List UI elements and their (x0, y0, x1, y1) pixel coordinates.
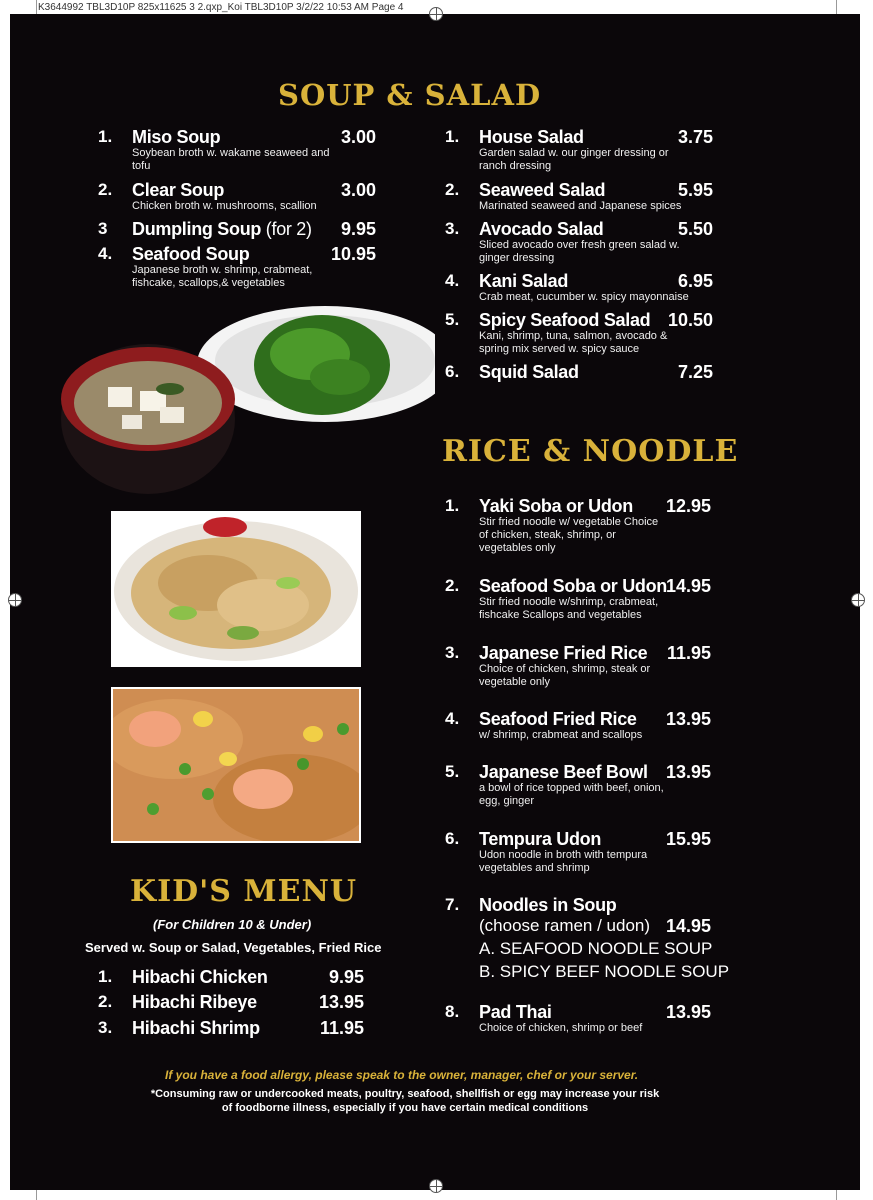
item-description: Choice of chicken, shrimp, steak or vegetable only (479, 663, 651, 688)
item-number: 4. (98, 244, 113, 263)
item-name: Noodles in Soup (479, 895, 617, 915)
kids-menu-title: KID'S MENU (130, 874, 358, 909)
menu-page (10, 14, 860, 1190)
soup-salad-title: SOUP & SALAD (278, 78, 542, 112)
item-price: 14.95 (665, 576, 711, 596)
item-description: w/ shrimp, crabmeat and scallops (479, 729, 643, 741)
registration-mark-top (429, 7, 443, 21)
item-description: Marinated seaweed and Japanese spices (479, 200, 682, 212)
item-price: 3.75 (677, 127, 713, 147)
item-number: 5. (445, 310, 460, 329)
item-number: 1. (445, 127, 460, 146)
item-price: 13.95 (665, 709, 711, 729)
item-name: House Salad (479, 127, 584, 147)
item-description: a bowl of rice topped with beef, onion, egg, ginger (479, 782, 664, 807)
item-number: 2. (445, 180, 460, 199)
item-description: Soybean broth w. wakame seaweed and tofu (132, 147, 330, 172)
item-number: 2. (445, 576, 460, 595)
option-a: A. SEAFOOD NOODLE SOUP (479, 939, 713, 958)
item-number: 2. (98, 180, 113, 199)
item-price: 13.95 (318, 992, 364, 1012)
item-name: Seafood Soup (132, 244, 250, 264)
item-name (132, 219, 312, 240)
trim-line-left (36, 0, 37, 14)
item-description: Kani, shrimp, tuna, salmon, avocado & spring mix served w. spicy sauce (479, 330, 668, 355)
registration-mark-right (851, 593, 865, 607)
item-price: 5.95 (677, 180, 713, 200)
trim-line-right-bottom (836, 1190, 837, 1200)
item-subline: (choose ramen / udon) (479, 916, 651, 935)
item-name: Hibachi Ribeye (132, 992, 257, 1012)
item-name: Seaweed Salad (479, 180, 606, 200)
item-price: 6.95 (677, 271, 713, 291)
print-slug-header: K3644992 TBL3D10P 825x11625 3 2.qxp_Koi TBL3D10P 3/2/22 10:53 AM Page 4 (38, 2, 404, 13)
option-b: B. SPICY BEEF NOODLE SOUP (479, 962, 730, 981)
item-price: 15.95 (665, 829, 711, 849)
item-name-text: Dumpling Soup (132, 219, 262, 239)
item-name: Miso Soup (132, 127, 221, 147)
item-price: 9.95 (340, 219, 376, 239)
item-name: Clear Soup (132, 180, 225, 200)
item-description: Japanese broth w. shrimp, crabmeat, fishcake, scallops,& vegetables (132, 264, 313, 289)
item-price: 13.95 (665, 1002, 711, 1022)
item-name: Hibachi Shrimp (132, 1018, 260, 1038)
item-description: Garden salad w. our ginger dressing or ranch dressing (479, 147, 669, 172)
item-number: 4. (445, 271, 460, 290)
item-price: 13.95 (665, 762, 711, 782)
allergy-notice: If you have a food allergy, please speak to the owner, manager, chef or your server. (165, 1068, 639, 1082)
item-number: 8. (445, 1002, 460, 1021)
item-number: 7. (445, 895, 460, 914)
item-name: Japanese Fried Rice (479, 643, 648, 663)
item-price: 11.95 (666, 643, 711, 663)
yaki-udon-photo (111, 511, 361, 667)
menu-item-noodles-in-soup (445, 895, 730, 985)
item-price: 3.00 (340, 180, 376, 200)
item-description: Sliced avocado over fresh green salad w. ginger dressing (479, 239, 680, 264)
item-number: 2. (98, 992, 113, 1011)
item-serving-note: (for 2) (265, 219, 312, 239)
item-number: 1. (445, 496, 460, 515)
item-price: 14.95 (665, 916, 711, 936)
item-name: Yaki Soba or Udon (479, 496, 633, 516)
item-number: 3. (98, 1018, 113, 1037)
trim-line-right (836, 0, 837, 14)
shrimp (129, 711, 181, 747)
rice-noodle-title: RICE & NOODLE (442, 434, 739, 469)
item-number: 3. (445, 643, 460, 662)
disclaimer-line-1: *Consuming raw or undercooked meats, poultry, seafood, shellfish or egg may increase your risk (150, 1088, 660, 1100)
item-number: 6. (445, 362, 460, 381)
item-price: 3.00 (340, 127, 376, 147)
item-name: Pad Thai (479, 1002, 552, 1022)
item-price: 11.95 (319, 1018, 364, 1038)
item-number: 1. (98, 967, 113, 986)
item-number: 5. (445, 762, 460, 781)
item-description: Stir fried noodle w/ vegetable Choice of chicken, steak, shrimp, or vegetables only (479, 516, 659, 554)
kids-menu-served-with: Served w. Soup or Salad, Vegetables, Fried Rice (85, 940, 382, 955)
item-description: Udon noodle in broth with tempura vegetables and shrimp (479, 849, 648, 874)
miso-and-seaweed-photo (60, 299, 435, 499)
item-price: 9.95 (328, 967, 364, 987)
item-name: Japanese Beef Bowl (479, 762, 648, 782)
item-price: 10.50 (667, 310, 713, 330)
disclaimer-line-2: of foodborne illness, especially if you have certain medical conditions (221, 1102, 589, 1114)
item-description: Stir fried noodle w/shrimp, crabmeat, fishcake Scallops and vegetables (479, 596, 659, 621)
item-number: 3. (445, 219, 460, 238)
item-name: Hibachi Chicken (132, 967, 268, 987)
item-description: Chicken broth w. mushrooms, scallion (132, 200, 317, 212)
item-name: Spicy Seafood Salad (479, 310, 651, 330)
item-number: 1. (98, 127, 113, 146)
item-name: Avocado Salad (479, 219, 604, 239)
registration-mark-left (8, 593, 22, 607)
item-description: Crab meat, cucumber w. spicy mayonnaise (479, 291, 689, 303)
item-name: Seafood Soba or Udon (479, 576, 668, 596)
item-number: 3 (98, 219, 108, 238)
item-price: 12.95 (665, 496, 711, 516)
item-description: Choice of chicken, shrimp or beef (479, 1022, 643, 1034)
item-price: 7.25 (677, 362, 713, 382)
item-name: Tempura Udon (479, 829, 602, 849)
item-name: Seafood Fried Rice (479, 709, 637, 729)
item-name: Kani Salad (479, 271, 569, 291)
consumption-disclaimer (140, 1087, 670, 1115)
registration-mark-bottom (429, 1179, 443, 1193)
trim-line-left-bottom (36, 1190, 37, 1200)
item-number: 6. (445, 829, 460, 848)
kids-menu-subtitle: (For Children 10 & Under) (153, 917, 312, 932)
item-price: 10.95 (330, 244, 376, 264)
item-name: Squid Salad (479, 362, 579, 382)
item-price: 5.50 (677, 219, 713, 239)
item-number: 4. (445, 709, 460, 728)
fried-rice-photo (111, 687, 361, 843)
